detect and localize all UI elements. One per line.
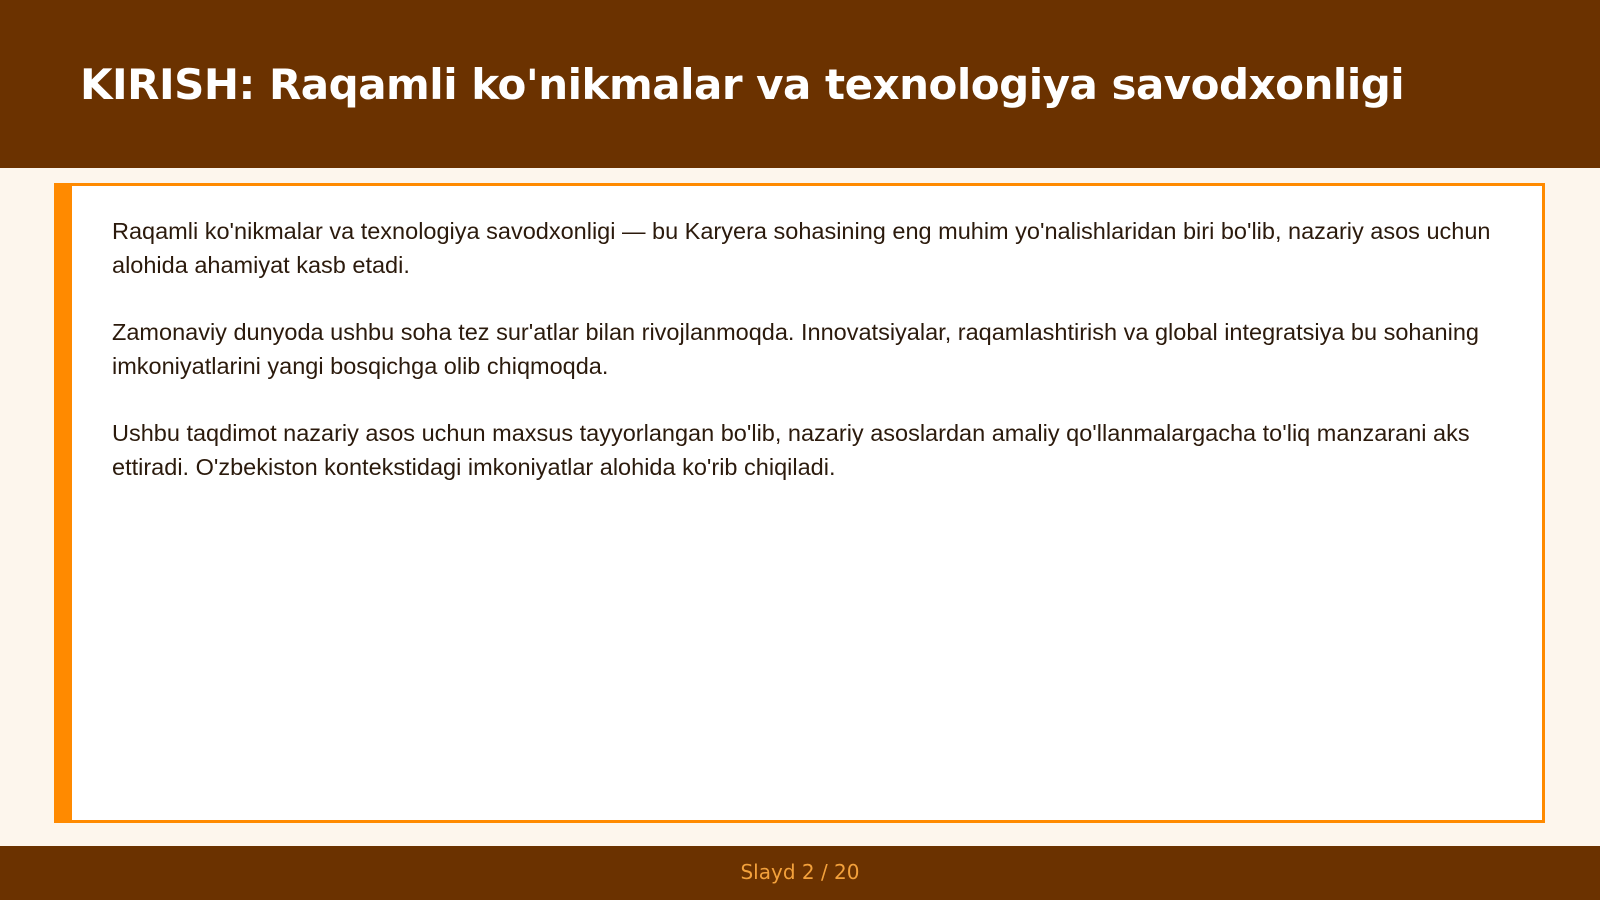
slide-footer — [0, 846, 1600, 900]
content-paragraph: Raqamli ko'nikmalar va texnologiya savodxonligi — bu Karyera sohasining eng muhim yo'nalishlaridan biri bo'lib, nazariy asos uchun alohida ahamiyat kasb etadi. — [112, 218, 1491, 278]
slide-number: Slayd 2 / 20 — [740, 860, 860, 884]
content-paragraph: Ushbu taqdimot nazariy asos uchun maxsus tayyorlangan bo'lib, nazariy asoslardan amaliy qo'llanmalargacha to'liq manzarani aks ettiradi. O'zbekiston kontekstidagi imkoniyatlar alohida ko'rib chiqiladi. — [112, 420, 1470, 480]
slide-header — [0, 0, 1600, 168]
content-body — [112, 214, 1492, 517]
content-card — [54, 183, 1545, 823]
content-paragraph: Zamonaviy dunyoda ushbu soha tez sur'atlar bilan rivojlanmoqda. Innovatsiyalar, raqamlashtirish va global integratsiya bu sohaning imkoniyatlarini yangi bosqichga olib chiqmoqda. — [112, 319, 1479, 379]
slide-title: KIRISH: Raqamli ko'nikmalar va texnologiya savodxonligi — [80, 60, 1405, 109]
